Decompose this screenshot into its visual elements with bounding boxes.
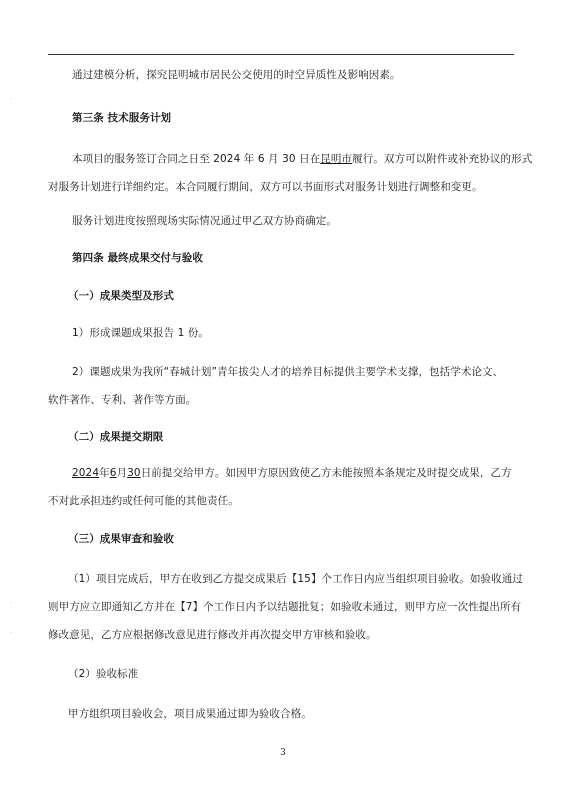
- section-1-heading: （一）成果类型及形式: [68, 290, 174, 302]
- section-2-line-2: 不对此承担违约或任何可能的其他责任。: [48, 495, 239, 507]
- section-3-heading: （三）成果审查和验收: [68, 533, 174, 545]
- section-1-item-2-line-2: 软件著作、专利、著作等方面。: [48, 394, 197, 406]
- scan-mark: ·: [10, 96, 12, 103]
- text-run: 本项目的服务签订合同之日至 2024 年 6 月 30 日在: [72, 153, 321, 165]
- section-2-heading: （二）成果提交期限: [68, 431, 164, 443]
- deadline-month: 6: [109, 467, 117, 479]
- intro-line: 通过建模分析，探究昆明城市居民公交使用的时空异质性及影响因素。: [72, 69, 401, 81]
- deadline-day: 30: [127, 467, 141, 479]
- section-3-paragraph-1-line-2: 则甲方应立即通知乙方并在【7】个工作日内予以结题批复；如验收未通过，则甲方应一次性提出所有: [48, 601, 522, 613]
- section-1-item-2-line-1: 2）课题成果为我所“春城计划”青年拔尖人才的培养目标提供主要学术支撑，包括学术论文、: [72, 366, 504, 378]
- section-1-item-1: 1）形成课题成果报告 1 份。: [72, 327, 210, 339]
- section-3-paragraph-1-line-1: （1）项目完成后，甲方在收到乙方提交成果后【15】个工作日内应当组织项目验收。如验收通过: [68, 573, 523, 585]
- text-run: 日前提交给甲方。如因甲方原因致使乙方未能按照本条规定及时提交成果，乙方: [140, 467, 512, 479]
- section-2-line-1: [72, 466, 512, 480]
- article-3-paragraph-2: 服务计划进度按照现场实际情况通过甲乙双方协商确定。: [72, 215, 337, 227]
- scan-mark: ·: [10, 630, 12, 637]
- text-run: 年: [99, 467, 110, 479]
- text-run: 履行。双方可以附件或补充协议的形式: [352, 153, 533, 165]
- scan-mark: ·: [10, 600, 12, 607]
- place-name: 昆明市: [320, 153, 353, 165]
- section-3-paragraph-1-line-3: 修改意见，乙方应根据修改意见进行修改并再次提交甲方审核和验收。: [48, 629, 377, 641]
- text-run: 月: [116, 467, 128, 479]
- page-number: 3: [280, 748, 286, 758]
- header-rule: [48, 54, 514, 55]
- section-3-paragraph-3: 甲方组织项目验收会，项目成果通过即为验收合格。: [68, 708, 312, 720]
- article-4-heading: 第四条 最终成果交付与验收: [72, 252, 203, 264]
- deadline-year: 2024: [72, 467, 100, 479]
- article-3-paragraph-line-1: [72, 152, 532, 166]
- article-3-heading: 第三条 技术服务计划: [72, 112, 172, 124]
- section-3-paragraph-2: （2）验收标准: [68, 668, 139, 680]
- article-3-paragraph-line-2: 对服务计划进行详细约定。本合同履行期间，双方可以书面形式对服务计划进行调整和变更。: [48, 181, 483, 193]
